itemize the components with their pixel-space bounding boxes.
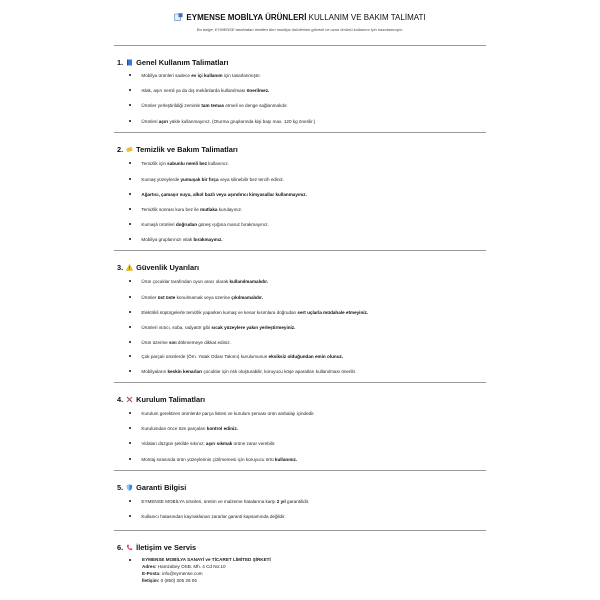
bullet	[129, 193, 131, 195]
list-item: Temizlik sonrası kuru bez ile mutlaka kurulayınız.	[129, 207, 242, 212]
emphasis-text: kontrol ediniz.	[206, 426, 238, 431]
document-title	[0, 13, 600, 22]
contact-bullet	[129, 559, 131, 561]
emphasis-text: çıkılmamalıdır.	[231, 295, 263, 300]
emphasis-text: önerilmez.	[246, 88, 270, 93]
emphasis-text: kullanınız.	[274, 457, 298, 462]
bullet	[129, 162, 131, 164]
bullet	[129, 120, 131, 122]
bullet	[129, 515, 131, 517]
emphasis-text: aşırı	[158, 119, 169, 124]
section-title-6	[117, 543, 196, 552]
tools-icon	[126, 396, 133, 403]
list-item: Kumaşlı ürünleri doğrudan güneş ışığına maruz bırakmayınız.	[129, 222, 269, 227]
section-divider	[114, 132, 486, 133]
bullet	[129, 427, 131, 429]
bullet	[129, 74, 131, 76]
title-bold: EYMENSE MOBİLYA ÜRÜNLERİ	[186, 13, 307, 22]
list-item	[129, 192, 307, 197]
contact-address-label: Adres:	[142, 564, 157, 569]
emphasis-text: bırakmayınız.	[193, 237, 223, 242]
list-item: Ürün çocuklar tarafından oyun aracı olarak kullanılmamalıdır.	[129, 279, 268, 284]
section-title-4	[117, 395, 205, 404]
list-item: Kullanıcı hatasından kaynaklanan zararlar garanti kapsamında değildir.	[129, 514, 286, 519]
list-item: EYMENSE MOBİLYA ürünleri, üretim ve malzeme hatalarına karşı 2 yıl garantilidir.	[129, 499, 309, 504]
emphasis-text: ev içi kullanım	[191, 73, 223, 78]
emphasis-text: aşırı sıkmak	[205, 441, 233, 446]
emphasis-text: sert uçlarla müdahale etmeyiniz.	[297, 310, 369, 315]
section-number: 6.	[117, 543, 124, 552]
section-number: 5.	[117, 483, 124, 492]
section-title-text: Kurulum Talimatları	[136, 395, 206, 404]
bullet	[129, 500, 131, 502]
bullet	[129, 458, 131, 460]
section-divider	[114, 250, 486, 251]
bullet	[129, 223, 131, 225]
emphasis-text: tam temas	[201, 103, 225, 108]
list-item: Kurulum gerektiren ürünlerde parça listesi ve kurulum şeması ürün ambalajı içindedir.	[129, 411, 315, 416]
list-item: Mobilya gruplarınızı ıslak bırakmayınız.	[129, 237, 223, 242]
bullet	[129, 442, 131, 444]
list-item: Ürünleri ısıtıcı, soba, radyatör gibi sıcak yüzeylere yakın yerleştirmeyiniz.	[129, 325, 295, 330]
section-divider	[114, 530, 486, 531]
section-title-text: Genel Kullanım Talimatları	[136, 58, 229, 67]
emphasis-text: doğrudan	[175, 222, 198, 227]
bullet	[129, 326, 131, 328]
section-number: 4.	[117, 395, 124, 404]
contact-phone	[142, 578, 197, 583]
contact-company-name: EYMENSE MOBİLYA SANAYİ ve TİCARET LİMİTED ŞİRKETİ	[142, 557, 271, 562]
bullet	[129, 412, 131, 414]
shield-icon	[126, 484, 133, 491]
contact-company	[142, 557, 271, 562]
emphasis-text: sıcak yüzeylere yakın yerleştirmeyiniz.	[211, 325, 296, 330]
section-number: 1.	[117, 58, 124, 67]
list-item: Mobilya ürünleri sadece ev içi kullanım için tasarlanmıştır.	[129, 73, 261, 78]
list-item: Kurulumdan önce tüm parçaları kontrol ediniz.	[129, 426, 238, 431]
bullet	[129, 296, 131, 298]
list-item: Ürün üzerine sıvı dökmemeye dikkat ediniz.	[129, 340, 231, 345]
list-item: Elektrikli süpürgelerle temizlik yaparken kumaş ve kenar kısımlara doğrudan sert uçlarla müdahale etmeyiniz.	[129, 310, 368, 315]
section-title-1	[117, 58, 228, 67]
document-icon	[174, 13, 183, 21]
contact-address	[142, 564, 226, 569]
section-divider	[114, 382, 486, 383]
list-item: Ürünleri aşırı yükle kullanmayınız. (Oturma gruplarında kişi başı max. 120 kg önerilir.)	[129, 119, 315, 124]
contact-address-value: Hamzabey OSB. Mh. 4 Cd No:10	[156, 564, 226, 569]
emphasis-text: eksiksiz olduğundan emin olunuz.	[268, 354, 344, 359]
list-item: Kumaş yüzeylerde yumuşak bir fırça veya silinebilir bez tercih ediniz.	[129, 177, 284, 182]
bullet	[129, 355, 131, 357]
warning-icon	[126, 264, 133, 271]
bullet	[129, 89, 131, 91]
bullet	[129, 238, 131, 240]
section-title-3	[117, 263, 199, 272]
contact-email-value[interactable]: info@eymense.com	[160, 571, 203, 576]
section-title-5	[117, 483, 186, 492]
list-item: Ürünler üst üste konulmamak veya üzerine çıkılmamalıdır.	[129, 295, 263, 300]
bullet	[129, 178, 131, 180]
bullet	[129, 341, 131, 343]
sponge-icon	[126, 146, 133, 153]
bullet	[129, 104, 131, 106]
bullet	[129, 311, 131, 313]
section-title-text: Temizlik ve Bakım Talimatları	[136, 145, 238, 154]
document-subtitle: Bu belge, EYMENSE tarafından üretilen tüm mobilya ürünlerinin güvenli ve uzun ömürlü kullanımı için hazırlanmıştır.	[196, 27, 404, 32]
contact-phone-label: İletişim:	[142, 578, 160, 583]
section-divider	[114, 470, 486, 471]
bullet	[129, 370, 131, 372]
blue-book-icon	[126, 59, 133, 66]
emphasis-text: üst üste	[157, 295, 176, 300]
contact-email-label: E-Posta:	[142, 571, 161, 576]
section-number: 3.	[117, 263, 124, 272]
title-rest: KULLANIM VE BAKIM TALİMATI	[306, 13, 426, 22]
bullet	[129, 280, 131, 282]
emphasis-text: yumuşak bir fırça	[180, 177, 219, 182]
bullet	[129, 208, 131, 210]
section-title-text: Güvenlik Uyarıları	[136, 263, 200, 272]
emphasis-text: 2 yıl	[276, 499, 286, 504]
emphasis-text: mutlaka	[200, 207, 218, 212]
emphasis-text: Ağartıcı, çamaşır suyu, alkol bazlı veya aşındırıcı kimyasallar kullanmayınız.	[141, 192, 307, 197]
list-item: Islak, aşırı nemli ya da dış mekânlarda kullanılması önerilmez.	[129, 88, 269, 93]
phone-icon	[126, 544, 133, 551]
header-divider	[114, 45, 486, 46]
contact-phone-value[interactable]: 0 (850) 305 26 06	[159, 578, 197, 583]
list-item: Mobilyaların keskin kenarları çocuklar için risk oluşturabilir, koruyucu köşe aparatları kullanılması önerilir.	[129, 369, 356, 374]
section-number: 2.	[117, 145, 124, 154]
emphasis-text: sıvı	[168, 340, 177, 345]
list-item: Çok parçalı ürünlerde (Örn. Yatak Odası Takımı) kurulumunun eksiksiz olduğundan emin olunuz.	[129, 354, 343, 359]
section-title-2	[117, 145, 238, 154]
emphasis-text: kullanılmamalıdır.	[229, 279, 269, 284]
list-item: Ürünler yerleştirildiği zeminle tam temas etmeli ve denge sağlanmalıdır.	[129, 103, 288, 108]
list-item: Temizlik için sabunlu nemli bez kullanınız.	[129, 161, 229, 166]
emphasis-text: keskin kenarları	[167, 369, 203, 374]
contact-email	[142, 571, 203, 576]
emphasis-text: sabunlu nemli bez	[167, 161, 207, 166]
section-title-text: İletişim ve Servis	[136, 543, 197, 552]
section-title-text: Garanti Bilgisi	[136, 483, 187, 492]
list-item: Vidaları düzgün şekilde sıkınız; aşırı sıkmak ürüne zarar verebilir.	[129, 441, 275, 446]
list-item: Montaj sırasında ürün yüzeylerinin çizilmemesi için koruyucu örtü kullanınız.	[129, 457, 297, 462]
